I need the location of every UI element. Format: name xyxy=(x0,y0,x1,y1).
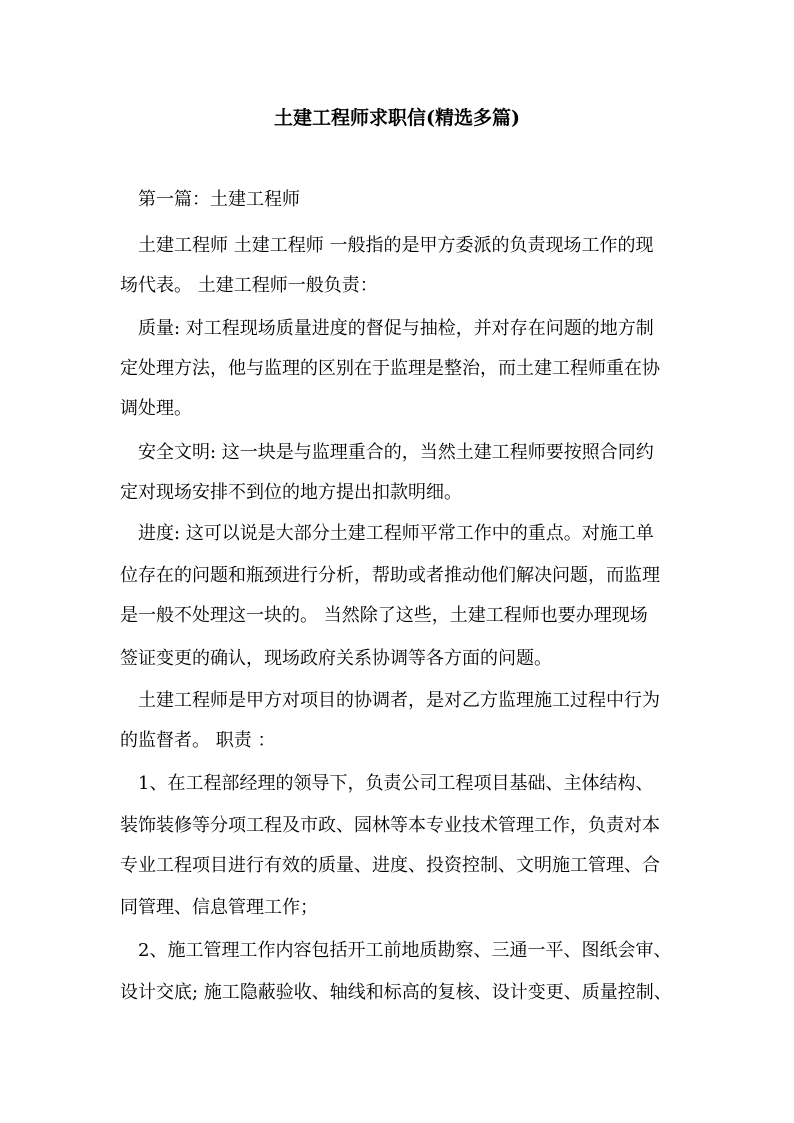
paragraph-line: 质量: 对工程现场质量进度的督促与抽检，并对存在问题的地方制 xyxy=(120,318,654,339)
list-item-line: 装饰装修等分项工程及市政、园林等本专业技术管理工作，负责对本 xyxy=(120,815,660,836)
paragraph-line: 安全文明: 这一块是与监理重合的，当然土建工程师要按照合同约 xyxy=(120,442,654,463)
paragraph-line: 场代表。 土建工程师一般负责： xyxy=(120,275,378,296)
paragraph-line: 土建工程师 土建工程师 一般指的是甲方委派的负责现场工作的现 xyxy=(120,235,654,256)
paragraph-line: 位存在的问题和瓶颈进行分析，帮助或者推动他们解决问题，而监理 xyxy=(120,565,660,586)
list-item-line: 专业工程项目进行有效的质量、进度、投资控制、文明施工管理、合 xyxy=(120,855,660,876)
document-title: 土建工程师求职信(精选多篇) xyxy=(274,107,520,129)
list-item-line: 设计交底; 施工隐蔽验收、轴线和标高的复核、设计变更、质量控制、 xyxy=(120,982,672,1003)
paragraph-line: 进度: 这可以说是大部分土建工程师平常工作中的重点。对施工单 xyxy=(120,523,654,544)
list-item-line: 2、施工管理工作内容包括开工前地质勘察、三通一平、图纸会审、 xyxy=(120,940,672,961)
paragraph-line: 调处理。 xyxy=(120,398,192,419)
paragraph-line: 是一般不处理这一块的。 当然除了这些，土建工程师也要办理现场 xyxy=(120,605,648,626)
paragraph-line: 土建工程师是甲方对项目的协调者，是对乙方监理施工过程中行为 xyxy=(120,690,660,711)
section-heading: 第一篇：土建工程师 xyxy=(120,189,300,210)
paragraph-line: 定处理方法，他与监理的区别在于监理是整治，而土建工程师重在协 xyxy=(120,358,660,379)
paragraph-line: 签证变更的确认，现场政府关系协调等各方面的问题。 xyxy=(120,648,552,669)
list-item-line: 1、在工程部经理的领导下，负责公司工程项目基础、主体结构、 xyxy=(120,773,654,794)
paragraph-line: 定对现场安排不到位的地方提出扣款明细。 xyxy=(120,482,462,503)
list-item-line: 同管理、信息管理工作； xyxy=(120,897,318,918)
paragraph-line: 的监督者。 职责 ： xyxy=(120,730,276,751)
